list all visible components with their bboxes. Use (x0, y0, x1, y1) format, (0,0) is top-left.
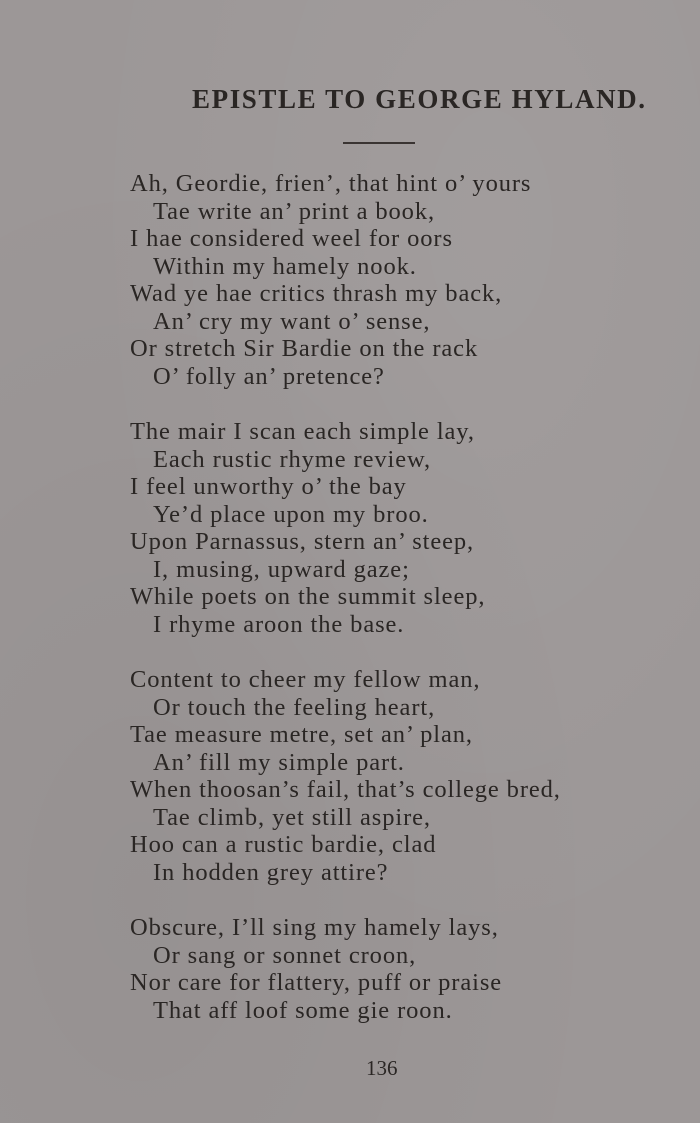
poem-line: Hoo can a rustic bardie, clad (130, 831, 437, 858)
stanza-3 (130, 666, 690, 886)
poem-line: In hodden grey attire? (153, 858, 389, 886)
page-number: 136 (366, 1056, 398, 1080)
poem-line: Tae write an’ print a book, (153, 197, 436, 225)
poem-line: I feel unworthy o’ the bay (130, 473, 407, 500)
poem (130, 170, 690, 1052)
poem-line: O’ folly an’ pretence? (153, 362, 385, 390)
poem-line: An’ fill my simple part. (153, 748, 405, 776)
poem-line: When thoosan’s fail, that’s college bred, (130, 776, 561, 803)
poem-line: The mair I scan each simple lay, (130, 418, 475, 445)
stanza-2 (130, 418, 690, 638)
poem-line: An’ cry my want o’ sense, (153, 307, 431, 335)
poem-line: That aff loof some gie roon. (153, 996, 453, 1024)
poem-line: Or stretch Sir Bardie on the rack (130, 335, 479, 362)
poem-line: Each rustic rhyme review, (153, 445, 432, 473)
poem-line: Obscure, I’ll sing my hamely lays, (130, 914, 499, 941)
poem-line: Nor care for flattery, puff or praise (130, 969, 503, 996)
poem-line: Wad ye hae critics thrash my back, (130, 280, 503, 307)
poem-line: Ye’d place upon my broo. (153, 500, 429, 528)
poem-line: Within my hamely nook. (153, 252, 417, 280)
poem-line: I hae considered weel for oors (130, 225, 453, 252)
poem-line: Or sang or sonnet croon, (153, 941, 417, 969)
poem-line: Content to cheer my fellow man, (130, 666, 481, 693)
poem-line: I rhyme aroon the base. (153, 610, 405, 638)
poem-line: Ah, Geordie, frien’, that hint o’ yours (130, 170, 532, 197)
poem-line: Tae climb, yet still aspire, (153, 803, 431, 831)
poem-line: Tae measure metre, set an’ plan, (130, 721, 473, 748)
stanza-1 (130, 170, 690, 390)
poem-line: Upon Parnassus, stern an’ steep, (130, 528, 475, 555)
poem-line: While poets on the summit sleep, (130, 583, 486, 610)
poem-line: Or touch the feeling heart, (153, 693, 436, 721)
stanza-4 (130, 914, 690, 1024)
page-title: EPISTLE TO GEORGE HYLAND. (192, 84, 647, 114)
title-divider (343, 142, 415, 144)
poem-line: I, musing, upward gaze; (153, 555, 410, 583)
